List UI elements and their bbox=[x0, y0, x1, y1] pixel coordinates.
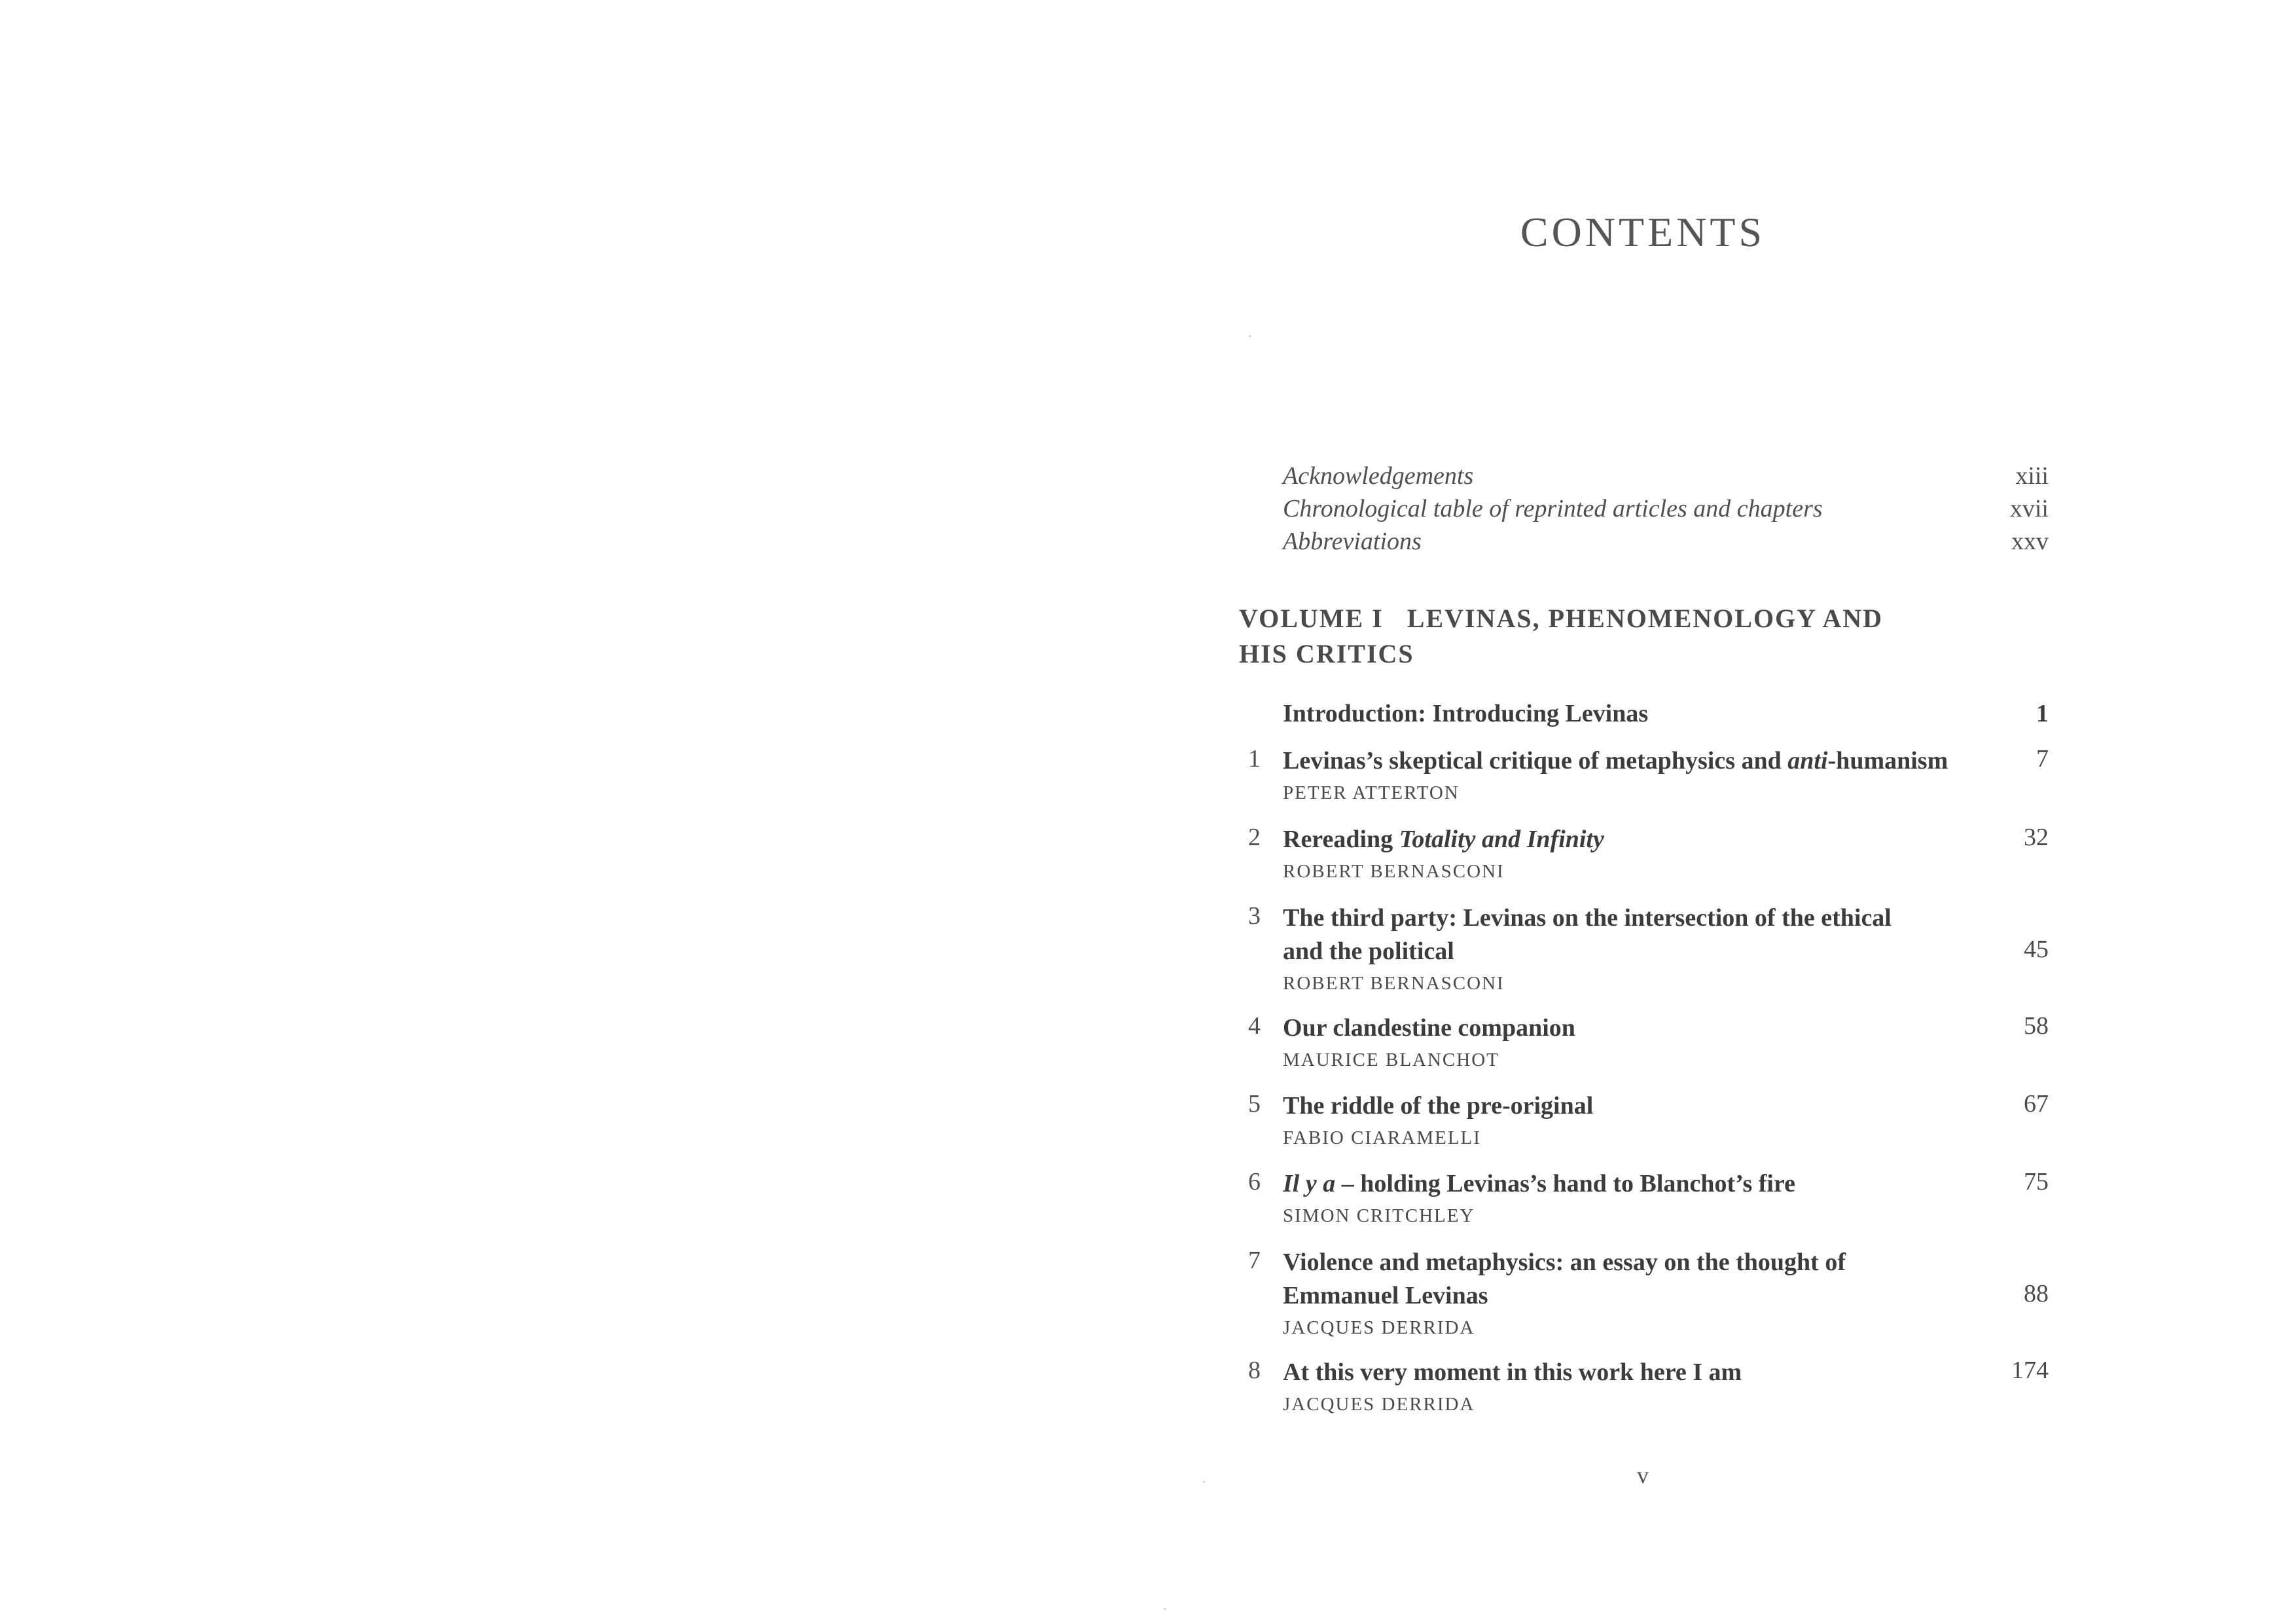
chapter-number: 2 bbox=[1248, 824, 1261, 851]
chapter-title-italic: Totality and Infinity bbox=[1399, 826, 1604, 853]
chapter-title: The riddle of the pre-original bbox=[1283, 1092, 1594, 1120]
volume-heading bbox=[1239, 601, 1946, 672]
chapter-title bbox=[1283, 744, 1957, 778]
chapter-number: 7 bbox=[1248, 1247, 1261, 1274]
front-matter-page: xxv bbox=[2011, 528, 2049, 555]
front-matter-item bbox=[1283, 527, 2049, 560]
page-title: CONTENTS bbox=[1520, 209, 1766, 255]
chapter-author: ROBERT BERNASCONI bbox=[1283, 861, 1505, 882]
chapter-title: At this very moment in this work here I am bbox=[1283, 1359, 1742, 1386]
scan-speck bbox=[1249, 335, 1251, 337]
volume-heading-line: HIS CRITICS bbox=[1239, 639, 1414, 668]
chapter-number: 3 bbox=[1248, 902, 1261, 930]
chapter-page: 67 bbox=[2024, 1090, 2049, 1118]
chapter-title-text: Rereading bbox=[1283, 826, 1399, 853]
chapter-page: 88 bbox=[2024, 1280, 2049, 1307]
chapter-title-line: and the political bbox=[1283, 938, 1454, 965]
chapter-title bbox=[1283, 823, 1957, 856]
scan-speck bbox=[1164, 1608, 1166, 1610]
chapter-author: SIMON CRITCHLEY bbox=[1283, 1205, 1475, 1226]
front-matter-page: xiii bbox=[2015, 462, 2049, 490]
chapter-number: 8 bbox=[1248, 1357, 1261, 1384]
chapter-page: 32 bbox=[2024, 824, 2049, 851]
introduction-title: Introduction: Introducing Levinas bbox=[1283, 700, 1649, 727]
chapter-title-text: – holding Levinas’s hand to Blanchot’s fire bbox=[1335, 1170, 1795, 1197]
chapter-number: 4 bbox=[1248, 1012, 1261, 1040]
chapter-number: 1 bbox=[1248, 745, 1261, 773]
chapter-page: 7 bbox=[2036, 745, 2049, 773]
front-matter-list bbox=[1283, 462, 2049, 560]
front-matter-item bbox=[1283, 462, 2049, 494]
chapter-page: 45 bbox=[2024, 936, 2049, 963]
front-matter-title: Acknowledgements bbox=[1283, 462, 1474, 490]
volume-heading-line: VOLUME I LEVINAS, PHENOMENOLOGY AND bbox=[1239, 604, 1884, 633]
chapter-title bbox=[1283, 1246, 1957, 1313]
chapter-title-italic: Il y a bbox=[1283, 1170, 1336, 1197]
front-matter-title: Chronological table of reprinted articles and chapters bbox=[1283, 495, 1823, 522]
chapter-title-line: Violence and metaphysics: an essay on the thought of bbox=[1283, 1249, 1846, 1276]
chapter-title bbox=[1283, 1167, 1957, 1201]
chapter-author: ROBERT BERNASCONI bbox=[1283, 973, 1505, 994]
scan-speck bbox=[1203, 1481, 1205, 1483]
chapter-title-line: The third party: Levinas on the intersection of the ethical bbox=[1283, 904, 1892, 932]
front-matter-page: xvii bbox=[2009, 495, 2049, 522]
page-number: v bbox=[1637, 1462, 1649, 1488]
chapter-number: 6 bbox=[1248, 1168, 1261, 1195]
front-matter-item bbox=[1283, 494, 2049, 527]
chapter-author: MAURICE BLANCHOT bbox=[1283, 1049, 1499, 1070]
introduction-entry bbox=[1283, 699, 2049, 732]
introduction-page: 1 bbox=[2036, 700, 2049, 727]
chapter-title-text: Levinas’s skeptical critique of metaphysics and bbox=[1283, 747, 1788, 775]
chapter-author: PETER ATTERTON bbox=[1283, 782, 1460, 803]
chapter-title-line: Emmanuel Levinas bbox=[1283, 1282, 1488, 1309]
chapter-title bbox=[1283, 902, 1957, 968]
chapter-title-italic: anti bbox=[1787, 747, 1828, 775]
chapter-title: Our clandestine companion bbox=[1283, 1014, 1575, 1042]
chapter-title-text: -humanism bbox=[1827, 747, 1948, 775]
chapter-number: 5 bbox=[1248, 1090, 1261, 1118]
chapter-page: 174 bbox=[2011, 1357, 2049, 1384]
chapter-author: FABIO CIARAMELLI bbox=[1283, 1127, 1481, 1148]
front-matter-title: Abbreviations bbox=[1283, 528, 1422, 555]
chapter-author: JACQUES DERRIDA bbox=[1283, 1317, 1475, 1338]
chapter-author: JACQUES DERRIDA bbox=[1283, 1394, 1475, 1415]
chapter-page: 75 bbox=[2024, 1168, 2049, 1195]
chapter-page: 58 bbox=[2024, 1012, 2049, 1040]
